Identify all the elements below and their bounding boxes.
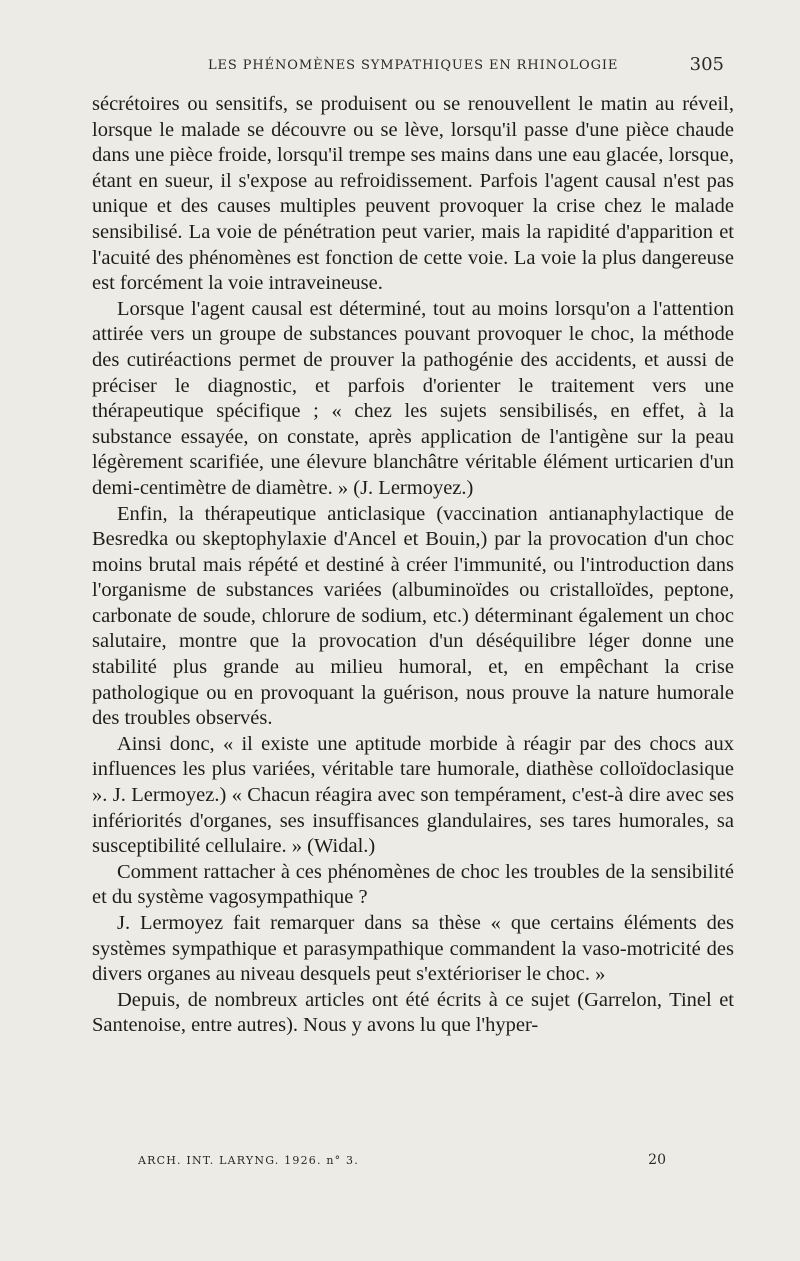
paragraph: Comment rattacher à ces phénomènes de choc les troubles de la sensibilité et du système vagosympathique ? [92,860,734,909]
paragraph: Lorsque l'agent causal est déterminé, tout au moins lorsqu'on a l'attention attirée vers un groupe de substances pouvant provoquer le choc, la méthode des cutiréactions permet de prouver la pathogénie des accidents, et aussi de préciser le diagnostic, et parfois d'orienter le traitement vers une thérapeutique spécifique ; « chez les sujets sensibilisés, en effet, à la substance essayée, on constate, après application de l'antigène sur la peau légèrement scarifiée, une élevure blanchâtre véritable élément urticarien d'un demi-centimètre de diamètre. » (J. Lermoyez.) [92,297,734,499]
paragraph: Enfin, la thérapeutique anticlasique (vaccination antianaphylactique de Besredka ou skeptophylaxie d'Ancel et Bouin,) par la provocation d'un choc moins brutal mais répété et destiné à créer l'immunité, ou l'introduction dans l'organisme de substances variées (albuminoïdes ou cristalloïdes, peptone, carbonate de soude, chlorure de sodium, etc.) déterminant également un choc salutaire, montre que la provocation d'un déséquilibre léger donne une stabilité plus grande au milieu humoral, et, en empêchant la crise pathologique ou en provoquant la guérison, nous prouve la nature humorale des troubles observés. [92,502,734,730]
paragraph: sécrétoires ou sensitifs, se produisent ou se renouvellent le matin au réveil, lorsque le malade se découvre ou se lève, lorsqu'il passe d'une pièce chaude dans une pièce froide, lorsqu'il trempe ses mains dans une eau glacée, lorsque, étant en sueur, il s'expose au refroidissement. Parfois l'agent causal n'est pas unique et des causes multiples peuvent provoquer la crise chez le malade sensibilisé. La voie de pénétration peut varier, mais la rapidité d'apparition et l'acuité des phénomènes est fonction de cette voie. La voie la plus dangereuse est forcément la voie intraveineuse. [92,93,734,295]
body-text [92,92,734,1039]
signature-mark: 20 [648,1152,666,1168]
paragraph: Depuis, de nombreux articles ont été écrits à ce sujet (Garrelon, Tinel et Santenoise, entre autres). Nous y avons lu que l'hyper- [92,988,734,1037]
paragraph: J. Lermoyez fait remarquer dans sa thèse « que certains éléments des systèmes sympathique et parasympathique commandent la vaso-motricité des divers organes au niveau desquels peut s'extérioriser le choc. » [92,912,734,986]
running-head [92,54,732,84]
journal-reference: ARCH. INT. LARYNG. 1926. n° 3. [138,1154,359,1167]
page-number: 305 [689,54,724,75]
paragraph: Ainsi donc, « il existe une aptitude morbide à réagir par des chocs aux influences les plus variées, véritable tare humorale, diathèse colloïdoclasique ». J. Lermoyez.) « Chacun réagira avec son tempérament, c'est-à dire avec ses infériorités d'organes, ses insuffisances glandulaires, ses tares humorales, sa susceptibilité cellulaire. » (Widal.) [92,732,734,858]
running-title: LES PHÉNOMÈNES SYMPATHIQUES EN RHINOLOGIE [208,58,619,73]
page-footer [92,1150,734,1174]
